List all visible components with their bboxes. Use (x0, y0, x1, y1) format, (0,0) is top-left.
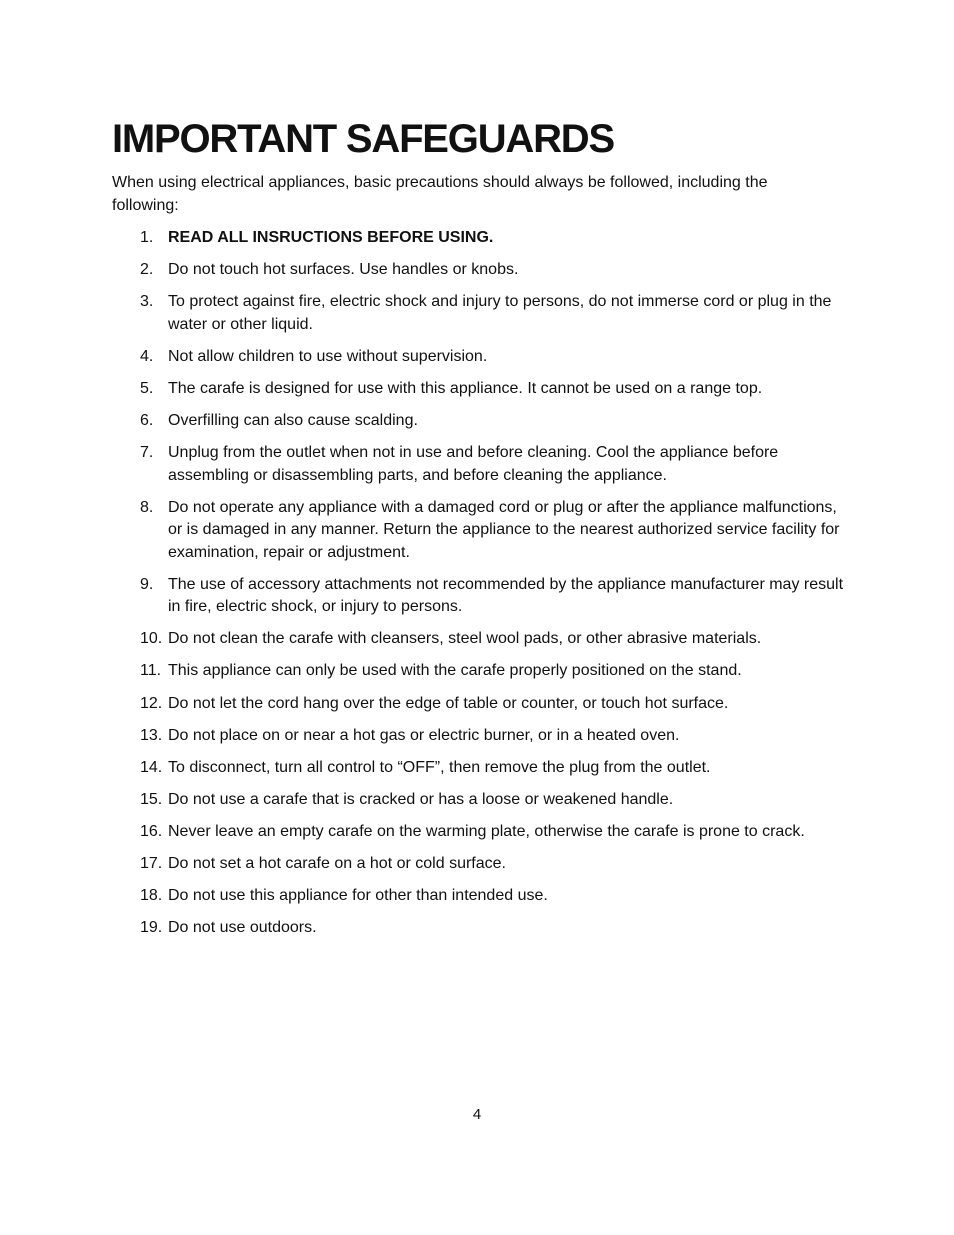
list-item (112, 917, 848, 940)
list-item (112, 259, 848, 282)
item-text: Do not place on or near a hot gas or electric burner, or in a heated oven. (168, 726, 680, 744)
item-number: 15. (140, 790, 163, 808)
item-text: Do not use a carafe that is cracked or has a loose or weakened handle. (168, 790, 674, 808)
item-number: 5. (140, 379, 154, 397)
item-number: 12. (140, 694, 163, 712)
item-text: Do not use this appliance for other than intended use. (168, 887, 548, 905)
item-text: Do not clean the carafe with cleansers, steel wool pads, or other abrasive materials. (168, 630, 762, 648)
list-item (112, 885, 848, 908)
item-text: The carafe is designed for use with this appliance. It cannot be used on a range top. (168, 379, 763, 397)
item-text: Overfilling can also cause scalding. (168, 411, 418, 429)
item-number: 11. (140, 662, 162, 680)
item-text: Do not set a hot carafe on a hot or cold surface. (168, 855, 506, 872)
list-item (112, 789, 848, 812)
item-text: Never leave an empty carafe on the warming plate, otherwise the carafe is prone to crack. (168, 822, 805, 840)
list-item (112, 660, 848, 683)
list-item (112, 410, 848, 433)
item-number: 18. (140, 887, 163, 905)
list-item (112, 346, 848, 369)
item-number: 1. (140, 229, 154, 246)
item-number: 6. (140, 411, 154, 429)
list-item (112, 757, 848, 780)
item-number: 13. (140, 726, 163, 744)
list-item (112, 693, 848, 716)
item-text: READ ALL INSRUCTIONS BEFORE USING. (168, 229, 494, 246)
list-item (112, 442, 848, 487)
page-title: IMPORTANT SAFEGUARDS (112, 117, 614, 161)
list-item (112, 378, 848, 401)
item-text: Unplug from the outlet when not in use and before cleaning. Cool the appliance before assembling or disassembling parts, and before cleaning the appliance. (168, 444, 779, 484)
item-number: 9. (140, 575, 154, 593)
list-item (112, 291, 848, 336)
item-number: 10. (140, 630, 163, 648)
page-number: 4 (472, 1106, 482, 1123)
item-text: The use of accessory attachments not recommended by the appliance manufacturer may result in fire, electric shock, or injury to persons. (168, 575, 844, 616)
list-item (112, 821, 848, 844)
intro-paragraph: When using electrical appliances, basic precautions should always be followed, including the following: (112, 174, 768, 214)
item-number: 3. (140, 293, 154, 311)
item-text: This appliance can only be used with the carafe properly positioned on the stand. (168, 662, 742, 680)
item-number: 16. (140, 822, 163, 840)
list-item (112, 725, 848, 748)
item-text: Do not operate any appliance with a damaged cord or plug or after the appliance malfunctions, or is damaged in any manner. Return the appliance to the nearest authorized service facility for examination, repair or adjustment. (168, 498, 840, 561)
item-number: 19. (140, 919, 163, 937)
item-text: Not allow children to use without supervision. (168, 347, 488, 365)
item-number: 17. (140, 855, 163, 872)
list-item (112, 628, 848, 651)
item-number: 8. (140, 498, 154, 516)
list-item (112, 574, 848, 619)
list-item (112, 853, 848, 876)
item-number: 4. (140, 347, 154, 365)
item-number: 2. (140, 261, 154, 279)
list-item (112, 227, 848, 250)
item-text: To protect against fire, electric shock and injury to persons, do not immerse cord or plug in the water or other liquid. (168, 293, 832, 333)
item-text: To disconnect, turn all control to “OFF”, then remove the plug from the outlet. (168, 758, 711, 776)
list-item (112, 497, 848, 565)
item-text: Do not use outdoors. (168, 919, 317, 937)
item-text: Do not let the cord hang over the edge of table or counter, or touch hot surface. (168, 694, 729, 712)
safeguards-list (112, 227, 852, 949)
item-number: 7. (140, 444, 154, 462)
item-number: 14. (140, 758, 163, 776)
item-text: Do not touch hot surfaces. Use handles or knobs. (168, 261, 519, 279)
